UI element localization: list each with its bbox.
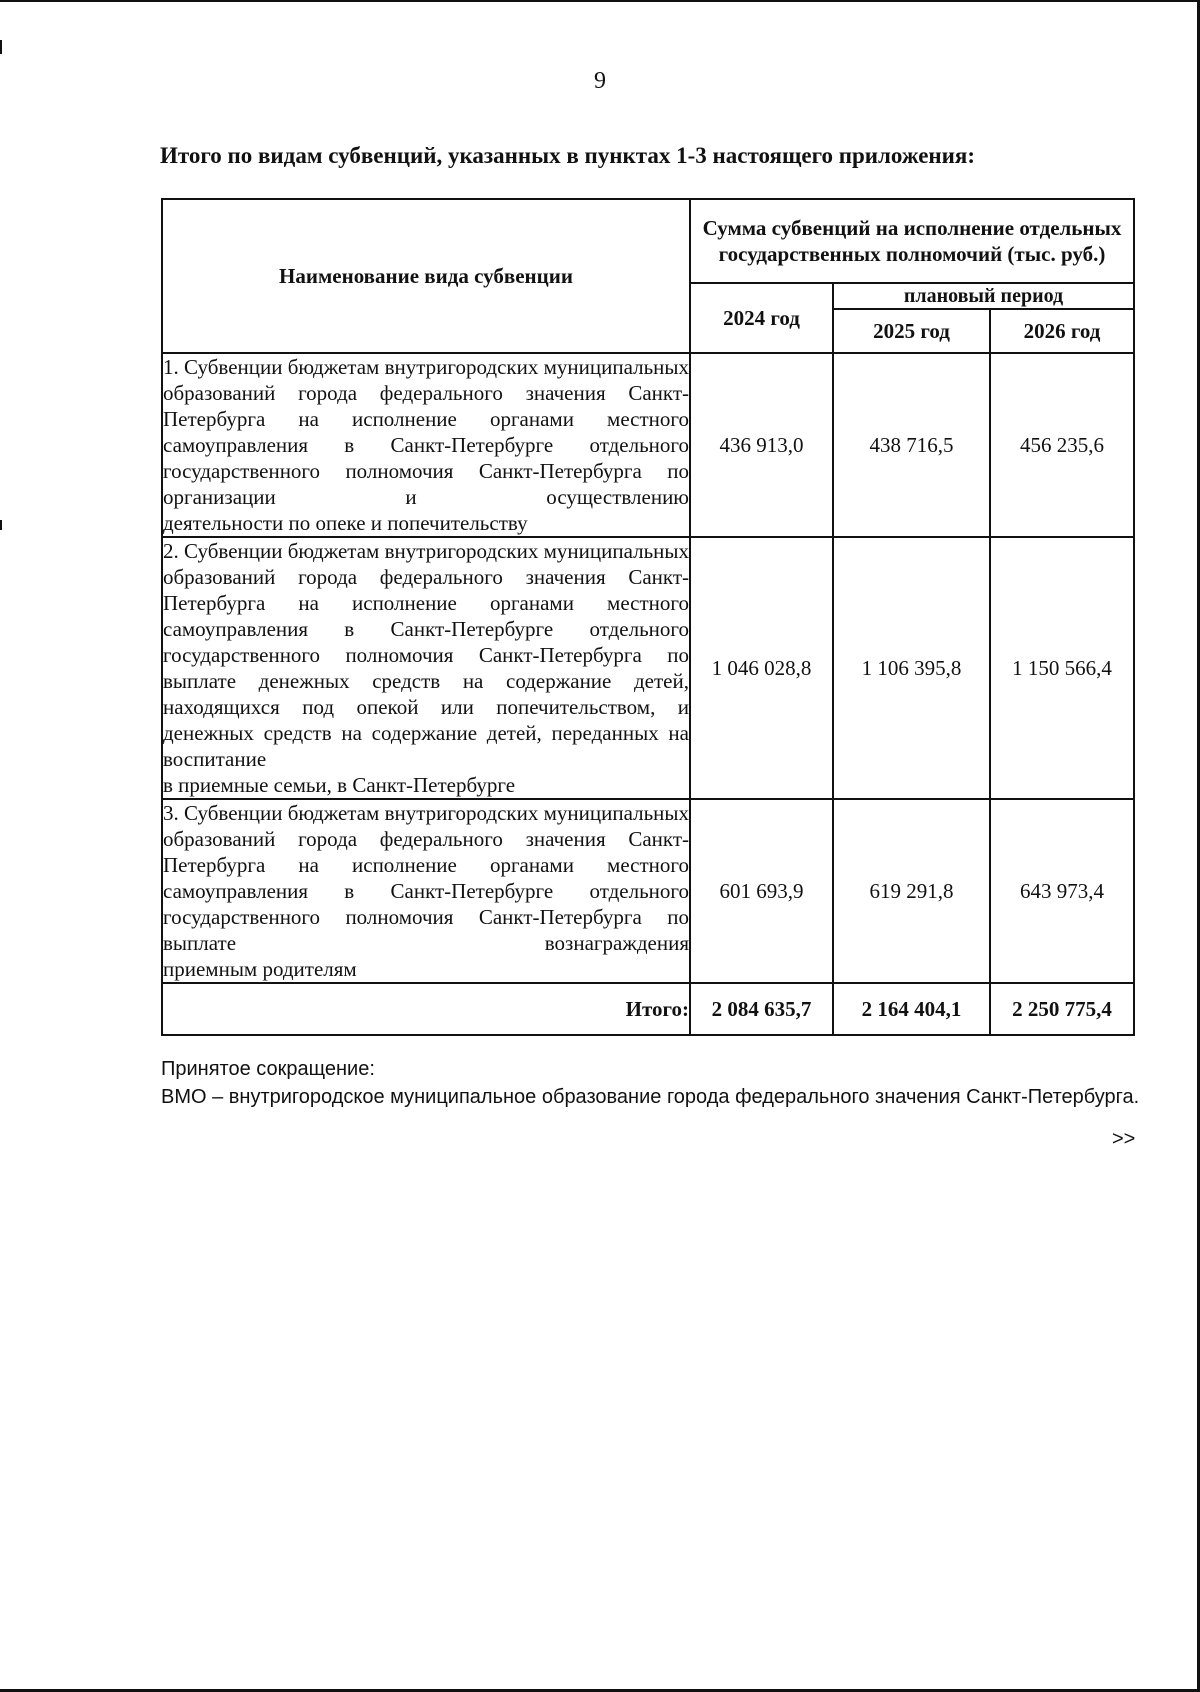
row-3-value-2026: 643 973,4	[990, 799, 1134, 983]
table-row	[162, 799, 1134, 983]
abbreviation-note	[161, 1055, 1161, 1111]
document-title: Итого по видам субвенций, указанных в пунктах 1-3 настоящего приложения:	[160, 143, 976, 168]
row-1-name	[162, 353, 690, 537]
scan-edge-top	[0, 0, 1200, 2]
row-3-value-2025: 619 291,8	[833, 799, 990, 983]
header-subvention-name: Наименование вида субвенции	[162, 199, 690, 353]
row-1-name-text: 1. Субвенции бюджетам внутригородских муниципальных образований города федерального значения Санкт-Петербурга на исполнение органами местного самоуправления в Санкт-Петербурге отдельного государственного полномочия Санкт-Петербурга по организации и осуществлению	[163, 355, 689, 509]
row-2-value-2024: 1 046 028,8	[690, 537, 833, 799]
row-2-name	[162, 537, 690, 799]
total-value-2025: 2 164 404,1	[833, 983, 990, 1035]
row-3-name-text: 3. Субвенции бюджетам внутригородских муниципальных образований города федерального значения Санкт-Петербурга на исполнение органами местного самоуправления в Санкт-Петербурге отдельного государственного полномочия Санкт-Петербурга по выплате вознаграждения	[163, 801, 689, 955]
row-3-value-2024: 601 693,9	[690, 799, 833, 983]
total-value-2026: 2 250 775,4	[990, 983, 1134, 1035]
total-row	[162, 983, 1134, 1035]
header-plan-period: плановый период	[833, 283, 1134, 309]
total-value-2024: 2 084 635,7	[690, 983, 833, 1035]
row-3-name-last-line: приемным родителям	[163, 957, 357, 981]
row-2-value-2025: 1 106 395,8	[833, 537, 990, 799]
subventions-table	[161, 198, 1135, 1036]
row-2-value-2026: 1 150 566,4	[990, 537, 1134, 799]
row-1-value-2026: 456 235,6	[990, 353, 1134, 537]
row-1-value-2024: 436 913,0	[690, 353, 833, 537]
total-label: Итого:	[162, 983, 690, 1035]
row-1-value-2025: 438 716,5	[833, 353, 990, 537]
abbreviation-heading: Принятое сокращение:	[161, 1058, 375, 1080]
table-row	[162, 353, 1134, 537]
continue-mark: >>	[1112, 1128, 1136, 1150]
header-subvention-sum: Сумма субвенций на исполнение отдельных государственных полномочий (тыс. руб.)	[690, 199, 1134, 283]
page-number: 9	[594, 68, 606, 94]
scan-edge-left-mark-2	[0, 520, 2, 530]
row-3-name	[162, 799, 690, 983]
row-2-name-text: 2. Субвенции бюджетам внутригородских муниципальных образований города федерального значения Санкт-Петербурга на исполнение органами местного самоуправления в Санкт-Петербурге отдельного государственного полномочия Санкт-Петербурга по выплате денежных средств на содержание детей, находящихся под опекой или попечительством, и денежных средств на содержание детей, переданных на воспитание	[163, 539, 689, 771]
row-2-name-last-line: в приемные семьи, в Санкт-Петербурге	[163, 773, 516, 797]
table-row	[162, 537, 1134, 799]
header-year-2024: 2024 год	[690, 283, 833, 353]
abbreviation-text: ВМО – внутригородское муниципальное образование города федерального значения Санкт-Петербурга.	[161, 1086, 1140, 1108]
scan-edge-left-mark-1	[0, 40, 2, 54]
header-year-2026: 2026 год	[990, 309, 1134, 353]
row-1-name-last-line: деятельности по опеке и попечительству	[163, 511, 528, 535]
header-year-2025: 2025 год	[833, 309, 990, 353]
